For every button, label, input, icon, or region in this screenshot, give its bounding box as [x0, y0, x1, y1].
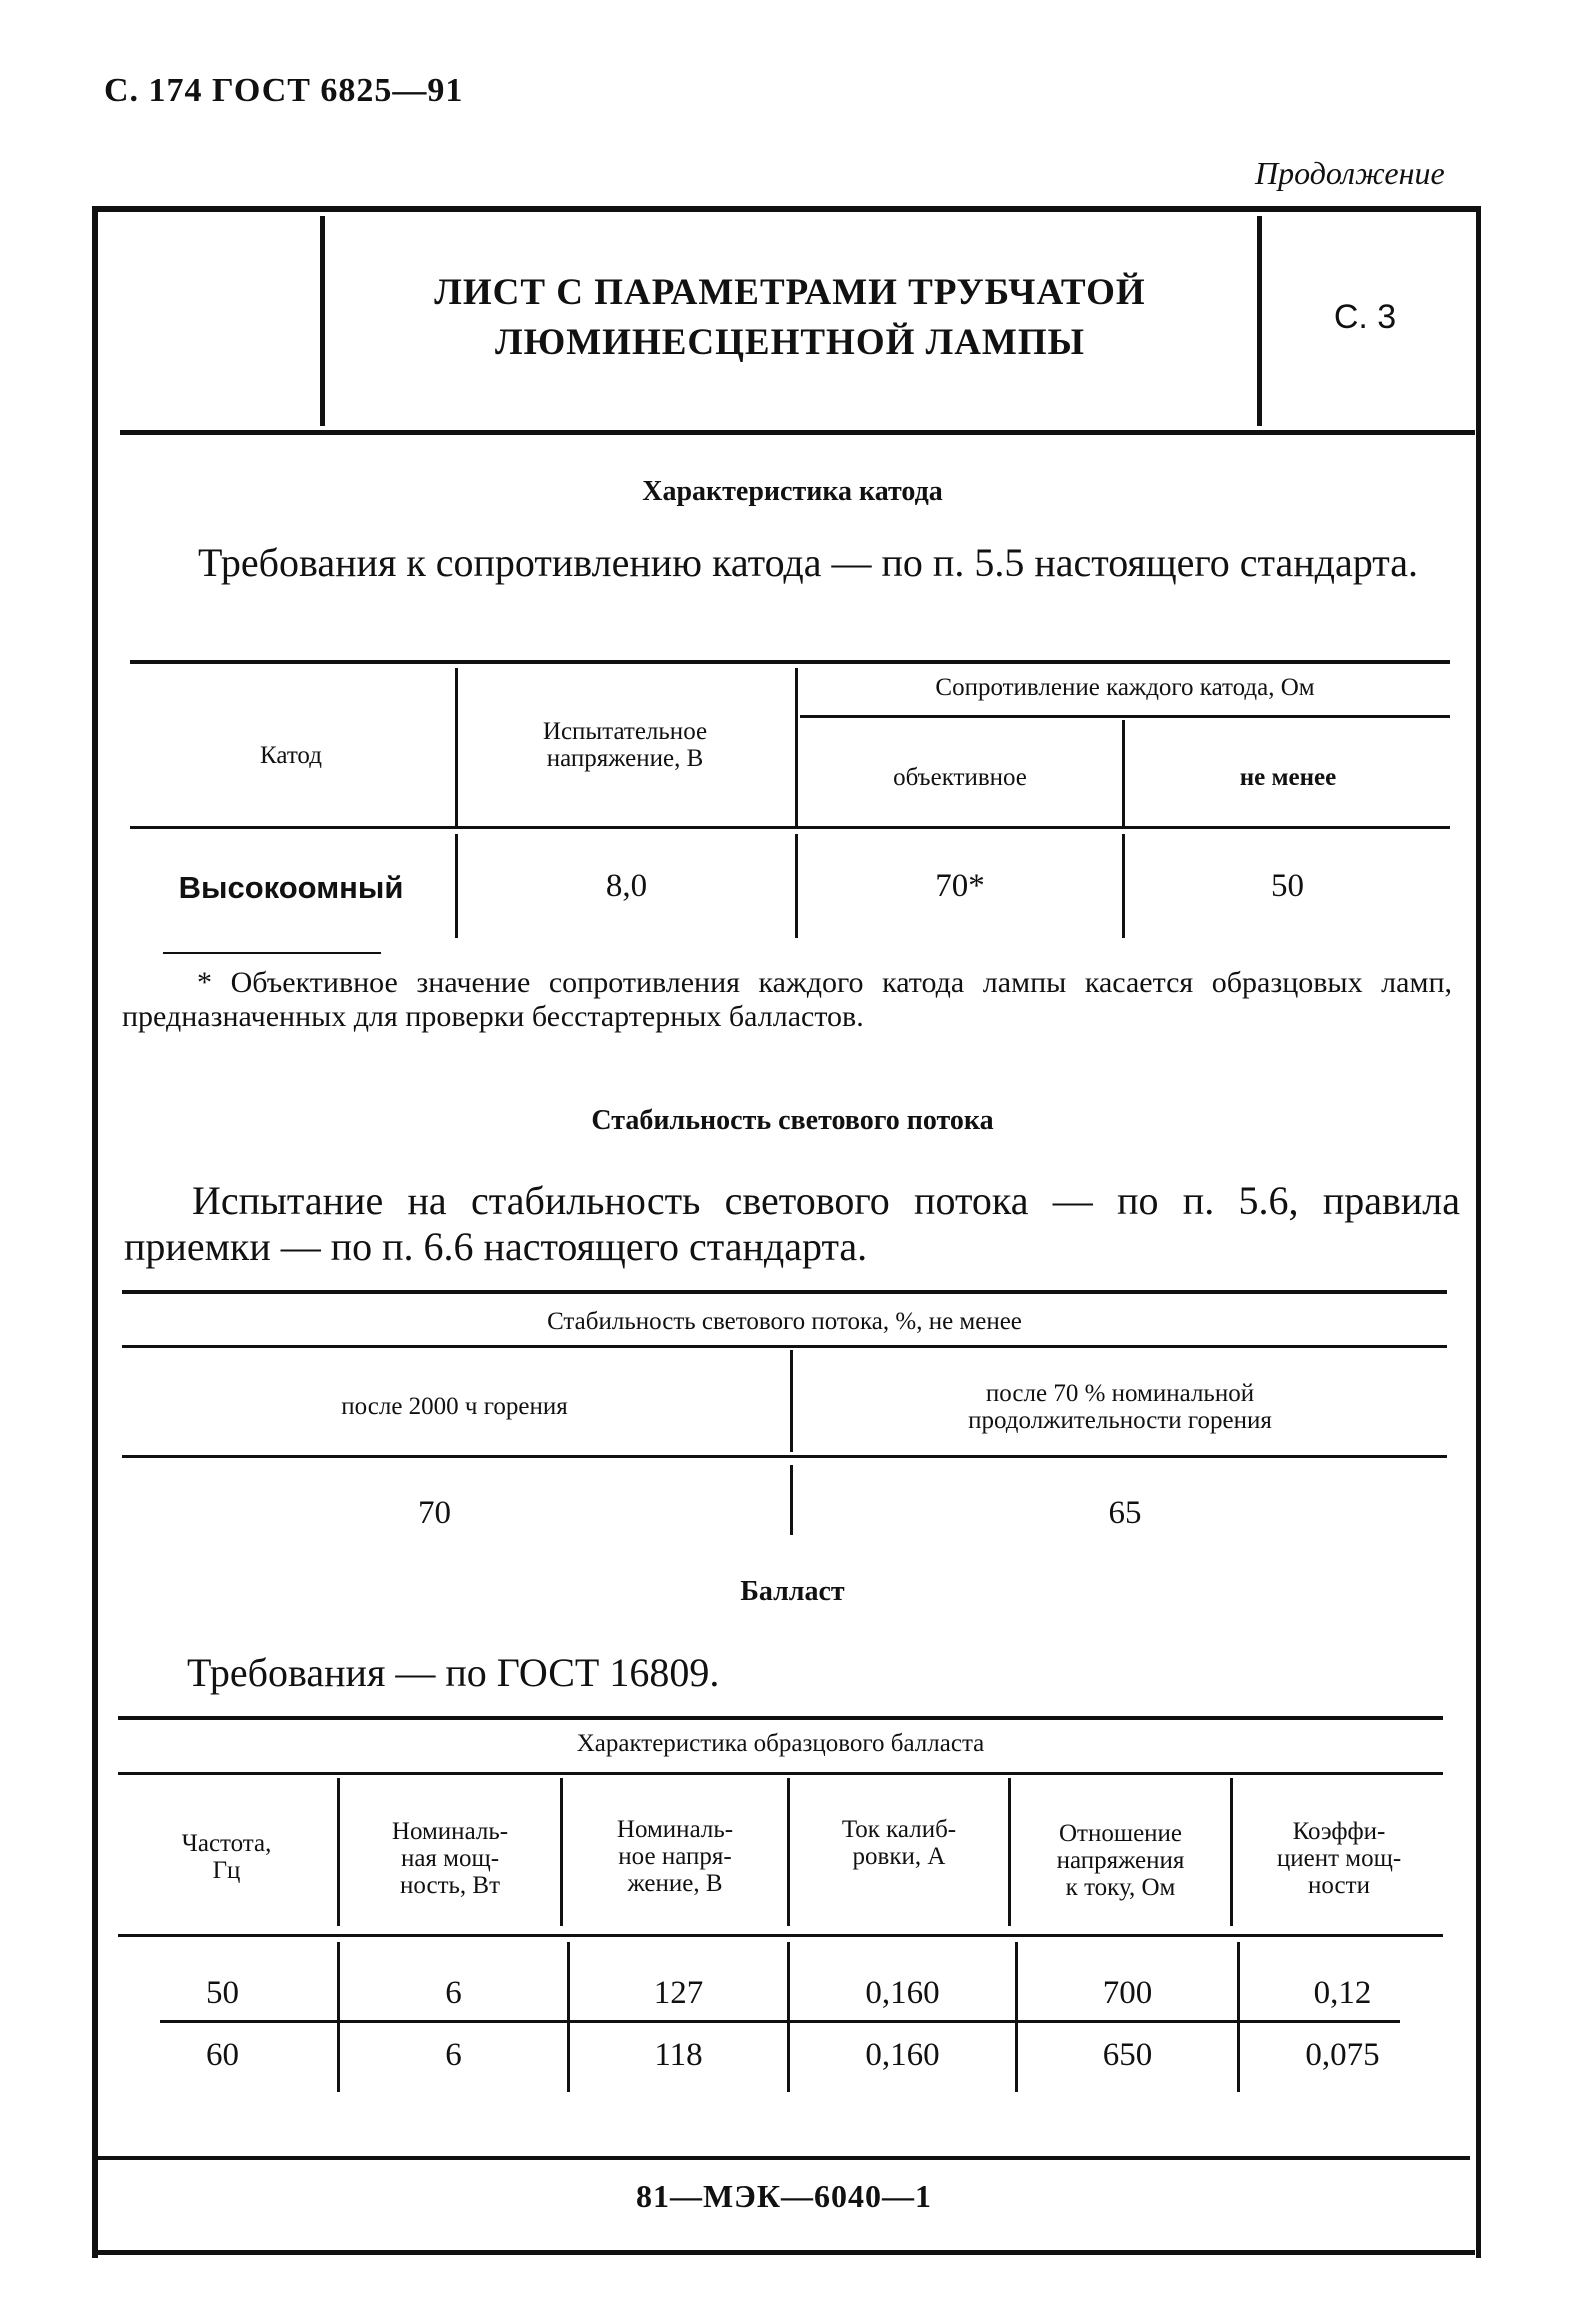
ballast-r1-voltage: 127 [653, 1975, 704, 2011]
cathode-table-head-rule [130, 826, 1450, 829]
sheet-title [330, 268, 1250, 368]
stability-table-top-rule [122, 1290, 1447, 1294]
cathode-col-cathode: Катод [260, 742, 322, 769]
ballast-r2-power: 6 [445, 2037, 462, 2073]
stability-col1: после 2000 ч горения [341, 1393, 568, 1420]
ballast-col-current-l2: ровки, А [852, 1843, 946, 1870]
ballast-col-pf-l1: Коэффи- [1292, 1818, 1386, 1845]
cathode-table-div3 [1122, 720, 1125, 826]
cathode-cell-voltage: 8,0 [605, 868, 648, 904]
cathode-cell-min: 50 [1271, 868, 1304, 904]
ballast-col-power-l1: Номиналь- [391, 1818, 509, 1845]
ballast-r2-current: 0,160 [865, 2037, 940, 2073]
ballast-r1-current: 0,160 [865, 1975, 940, 2011]
footnote-rule [163, 952, 381, 954]
ballast-col-current [790, 1816, 1008, 1870]
ballast-requirement [124, 1650, 1460, 1696]
cathode-footnote [122, 966, 1452, 1034]
cathode-cell-type: Высокоомный [178, 870, 404, 905]
stability-table-div [790, 1350, 793, 1452]
ballast-col-voltage-l2: ное напря- [618, 1843, 732, 1870]
cathode-table-top-rule [130, 660, 1450, 664]
ballast-r1-pf: 0,12 [1313, 1975, 1372, 2011]
ballast-col-voltage-l1: Номиналь- [616, 1816, 734, 1843]
sheet-title-line1: ЛИСТ С ПАРАМЕТРАМИ ТРУБЧАТОЙ [434, 272, 1146, 313]
ballast-r1-frequency: 50 [206, 1975, 239, 2011]
stability-table-head-rule [122, 1455, 1447, 1458]
cathode-col-resistance: Сопротивление каждого катода, Ом [935, 674, 1315, 701]
cathode-col-voltage: Испытательное напряжение, В [542, 718, 708, 772]
ballast-col-current-l1: Ток калиб- [841, 1816, 957, 1843]
ballast-r1-ratio: 700 [1102, 1975, 1153, 2011]
ballast-col-ratio-l2: напряжения [1056, 1847, 1185, 1874]
footer-top-rule [98, 2156, 1470, 2160]
ballast-requirement-text: Требования — по ГОСТ 16809. [187, 1650, 720, 1695]
stability-table-group-rule [122, 1345, 1447, 1348]
ballast-col-frequency-l2: Гц [212, 1857, 241, 1884]
ballast-col-power [340, 1818, 560, 1899]
page-header: С. 174 ГОСТ 6825—91 [104, 72, 464, 109]
ballast-r2-ratio: 650 [1102, 2037, 1153, 2073]
ballast-col-frequency [118, 1830, 335, 1884]
sheet-page-number: С. 3 [1333, 298, 1397, 336]
ballast-heading: Балласт [740, 1576, 845, 1607]
ballast-col-power-l3: ность, Вт [399, 1872, 501, 1899]
cathode-table-subhead-rule [800, 715, 1450, 718]
ballast-col-ratio [1011, 1820, 1230, 1901]
cathode-requirement [130, 540, 1460, 586]
stability-col2-line1: после 70 % номинальной [985, 1380, 1255, 1407]
stability-col2-line2: продолжительности горения [968, 1407, 1272, 1434]
ballast-col-voltage [563, 1816, 787, 1897]
ballast-r2-pf: 0,075 [1305, 2037, 1380, 2073]
cathode-requirement-text: Требования к сопротивлению катода — по п. 5.5 настоящего стандарта. [198, 540, 1418, 585]
ballast-row-rule [160, 2020, 1400, 2023]
cathode-col-min: не менее [1239, 764, 1337, 791]
ballast-col-power-l2: ная мощ- [400, 1845, 500, 1872]
footer-bottom-rule [92, 2250, 1475, 2255]
ballast-table-head-rule [118, 1934, 1443, 1937]
continuation-label: Продолжение [1255, 155, 1445, 191]
cathode-table-div1 [455, 668, 458, 826]
stability-val1: 70 [418, 1495, 451, 1531]
cathode-footnote-text: * Объективное значение сопротивления каждого катода лампы касается образцовых ламп, предназначенных для проверки бесстартерных балластов. [122, 966, 1452, 1033]
title-left-divider [320, 216, 325, 426]
ballast-group-header: Характеристика образцового балласта [576, 1730, 985, 1757]
stability-requirement-text: Испытание на стабильность светового потока — по п. 5.6, правила приемки — по п. 6.6 настоящего стандарта. [124, 1178, 1460, 1269]
title-right-divider [1257, 216, 1262, 426]
ballast-r2-frequency: 60 [206, 2037, 239, 2073]
ballast-table-group-rule [118, 1772, 1443, 1775]
ballast-col-pf-l3: ности [1308, 1872, 1370, 1899]
ballast-col-ratio-l3: к току, Ом [1065, 1874, 1176, 1901]
stability-group-header: Стабильность светового потока, %, не менее [547, 1308, 1022, 1335]
ballast-table-top-rule [118, 1716, 1443, 1720]
sheet-footer: 81—МЭК—6040—1 [635, 2178, 933, 2214]
ballast-col-frequency-l1: Частота, [181, 1830, 272, 1857]
title-bottom-rule [120, 430, 1475, 435]
cathode-heading: Характеристика катода [642, 476, 943, 507]
cathode-table-div2 [795, 668, 798, 826]
cathode-cell-objective: 70* [935, 868, 985, 904]
ballast-col-ratio-l1: Отношение [1058, 1820, 1183, 1847]
ballast-col-pf-l2: циент мощ- [1276, 1845, 1402, 1872]
sheet-title-line2: ЛЮМИНЕСЦЕНТНОЙ ЛАМПЫ [495, 322, 1085, 363]
stability-col2 [795, 1380, 1445, 1434]
cathode-col-objective: объективное [893, 764, 1027, 791]
ballast-col-voltage-l3: жение, В [627, 1870, 723, 1897]
ballast-r1-power: 6 [445, 1975, 462, 2011]
ballast-col-powerfactor [1233, 1818, 1445, 1899]
stability-val2: 65 [1108, 1495, 1142, 1531]
stability-requirement [124, 1178, 1460, 1270]
stability-heading: Стабильность светового потока [591, 1105, 994, 1136]
ballast-r2-voltage: 118 [654, 2037, 703, 2073]
stability-row-div [790, 1465, 793, 1535]
